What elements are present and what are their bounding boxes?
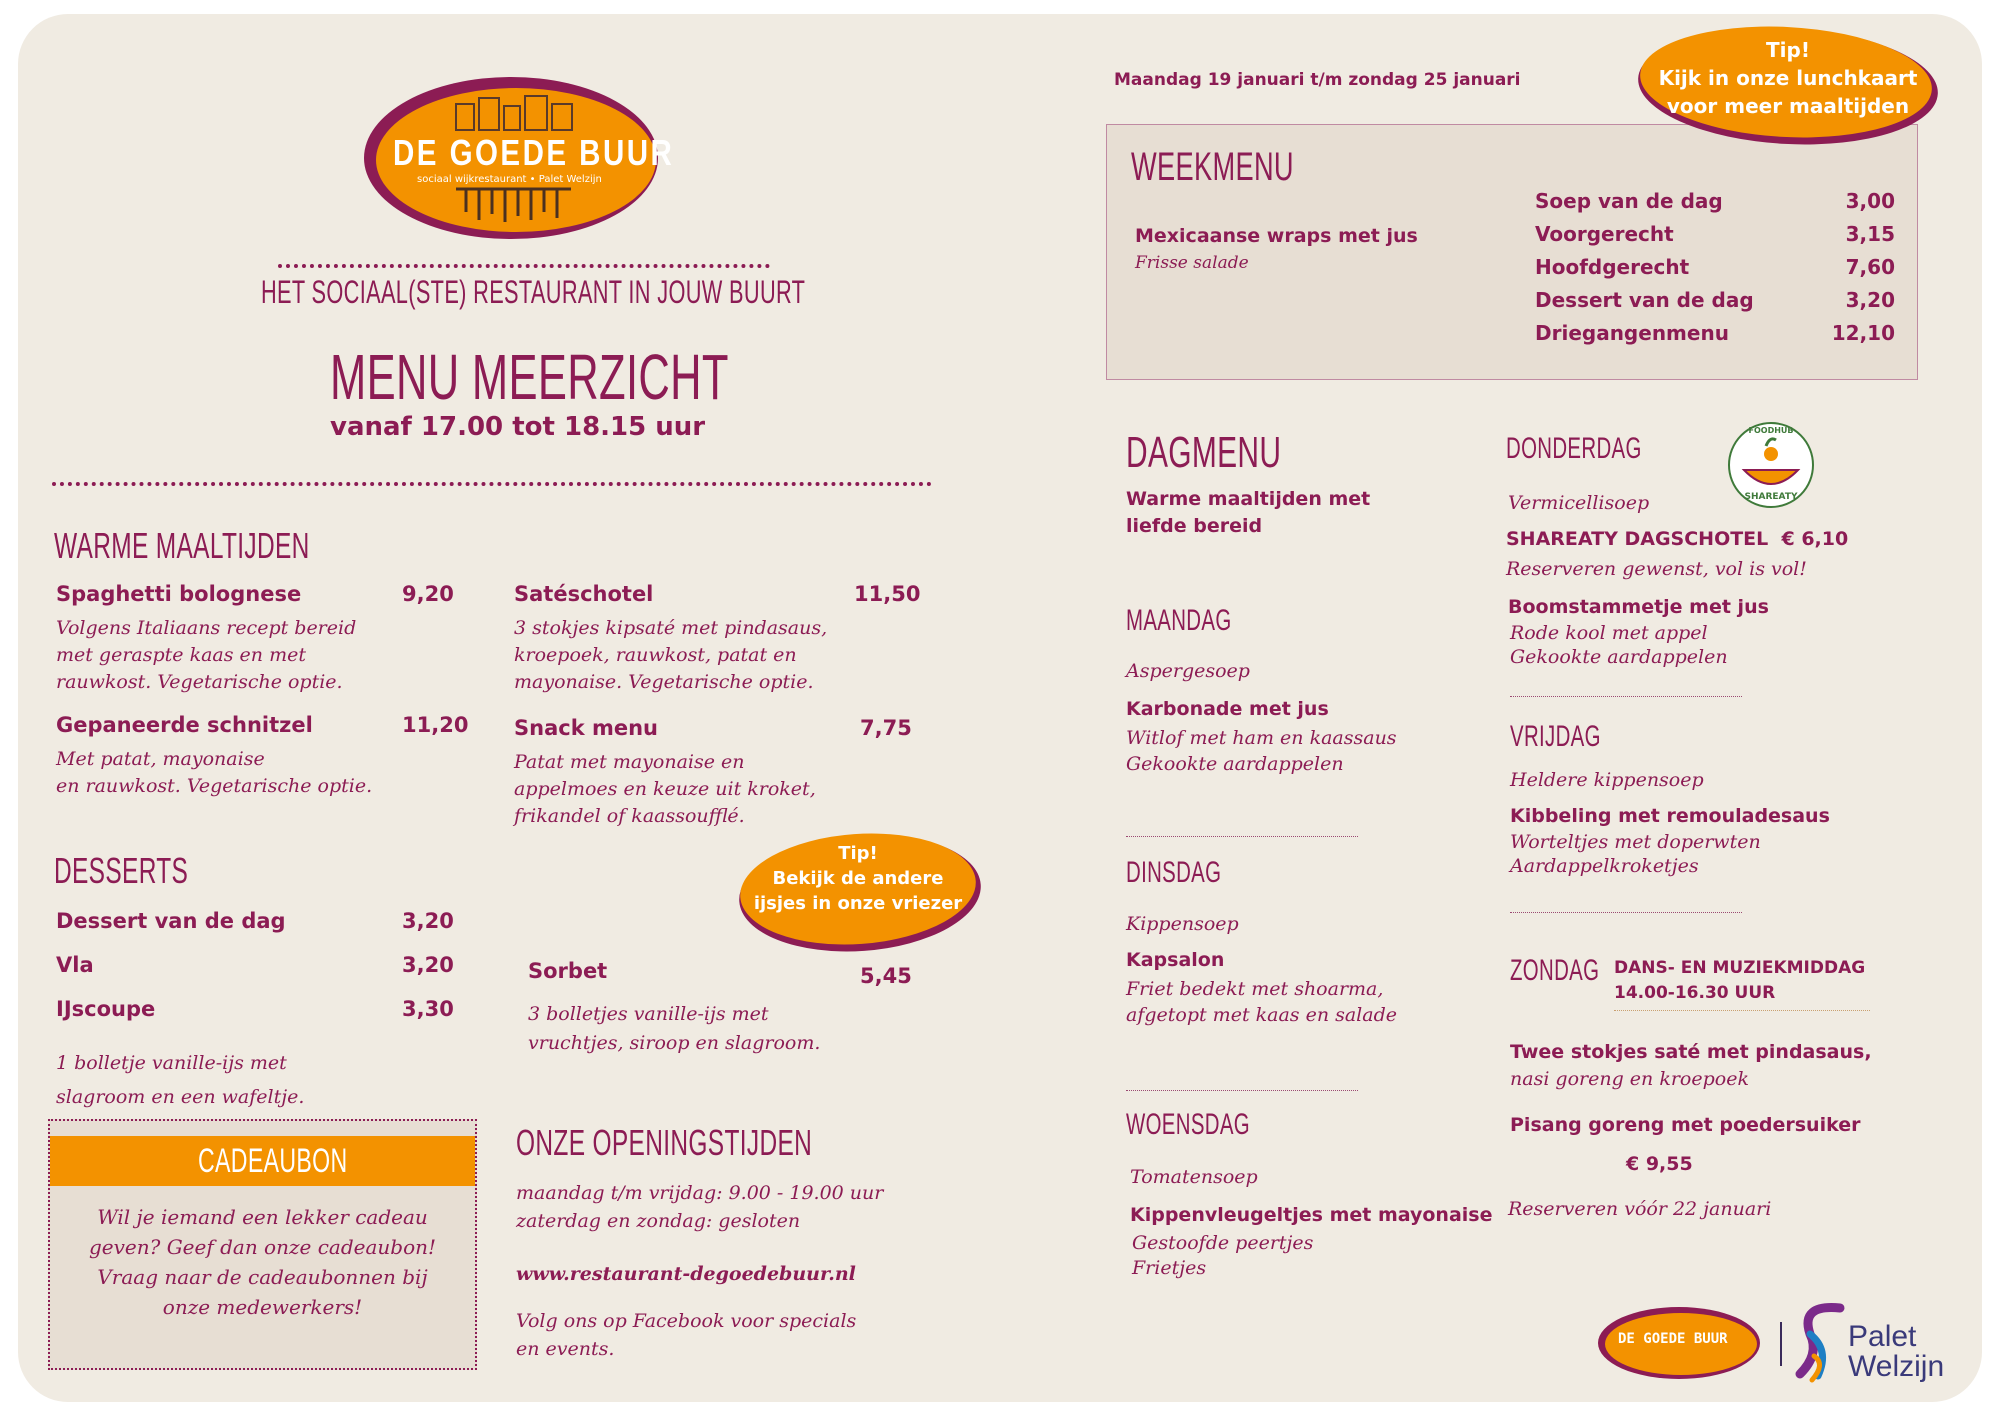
day-main: Pisang goreng met poedersuiker xyxy=(1510,1114,1861,1136)
day-heading: MAANDAG xyxy=(1126,604,1232,637)
day-heading: WOENSDAG xyxy=(1126,1108,1251,1141)
day-soup: Kippensoep xyxy=(1126,913,1239,935)
day-heading: DINSDAG xyxy=(1126,856,1222,889)
day-main: Kapsalon xyxy=(1126,949,1225,971)
palet-logo xyxy=(1790,1294,1970,1390)
palet-text: Palet Welzijn xyxy=(1848,1320,1945,1383)
tip-bubble xyxy=(736,827,986,955)
dagmenu-heading: DAGMENU xyxy=(1126,428,1282,477)
reserve-note: Reserveren vóór 22 januari xyxy=(1508,1198,1772,1220)
divider xyxy=(1126,836,1358,837)
zondag-price: € 9,55 xyxy=(1626,1153,1693,1175)
shareaty-bottom: SHAREATY xyxy=(1744,492,1798,502)
tip-text: Tip! Kijk in onze lunchkaart voor meer maaltijden xyxy=(1658,38,1918,118)
facebook-text: Volg ons op Facebook voor specials en events. xyxy=(516,1310,857,1360)
dish-title: Snack menu xyxy=(514,716,658,740)
menu-hours: vanaf 17.00 tot 18.15 uur xyxy=(330,412,706,442)
dessert-desc: 1 bolletje vanille-ijs met slagroom en een wafeltje. xyxy=(56,1052,305,1108)
dessert-price: 3,20 xyxy=(402,909,454,933)
day-main: Boomstammetje met jus xyxy=(1508,596,1769,618)
cadeaubon-text: Wil je iemand een lekker cadeau geven? Geef dan onze cadeaubon! Vraag naar de cadeaubonnen bij onze medewerkers! xyxy=(88,1205,437,1319)
dish-price: 9,20 xyxy=(402,582,454,606)
tip-bubble-lunch xyxy=(1635,22,1945,147)
divider xyxy=(1510,696,1742,697)
weekmenu-box xyxy=(1106,124,1918,380)
day-main: Karbonade met jus xyxy=(1126,698,1329,720)
divider-top xyxy=(278,264,770,268)
logo xyxy=(361,72,675,244)
logo-subtext: sociaal wijkrestaurant • Palet Welzijn xyxy=(417,174,602,185)
shareaty-special: SHAREATY DAGSCHOTEL € 6,10 xyxy=(1506,528,1849,550)
footer-logo xyxy=(1596,1305,1764,1381)
day-sides: Friet bedekt met shoarma, afgetopt met kaas en salade xyxy=(1126,978,1397,1026)
day-main: Kippenvleugeltjes met mayonaise xyxy=(1130,1204,1493,1226)
shareaty-top: FOODHUB xyxy=(1748,426,1794,435)
dessert-title: IJscoupe xyxy=(56,997,156,1021)
dish-price: 11,50 xyxy=(854,582,921,606)
opening-hours: maandag t/m vrijdag: 9.00 - 19.00 uur zaterdag en zondag: gesloten xyxy=(516,1182,884,1232)
desserts-heading: DESSERTS xyxy=(54,850,189,891)
week-price-row: Driegangenmenu 12,10 xyxy=(1535,321,1895,345)
day-sides: Worteltjes met doperwten Aardappelkroketjes xyxy=(1510,831,1761,877)
day-sides: Witlof met ham en kaassaus Gekookte aardappelen xyxy=(1126,727,1397,775)
dish-desc: Patat met mayonaise en appelmoes en keuze uit kroket, frikandel of kaassoufflé. xyxy=(514,751,816,827)
week-dish-sub: Frisse salade xyxy=(1135,253,1249,273)
menu-sheet xyxy=(18,14,1982,1402)
divider xyxy=(1510,912,1742,913)
shareaty-logo xyxy=(1726,420,1816,510)
dish-price: 7,75 xyxy=(860,716,912,740)
dessert-price: 5,45 xyxy=(860,964,912,988)
dessert-title: Vla xyxy=(56,953,94,977)
week-price-row: Hoofdgerecht 7,60 xyxy=(1535,255,1895,279)
weekmenu-heading: WEEKMENU xyxy=(1131,145,1294,189)
tagline: HET SOCIAAL(STE) RESTAURANT IN JOUW BUURT xyxy=(261,274,806,310)
website-link[interactable]: www.restaurant-degoedebuur.nl xyxy=(516,1263,856,1285)
dish-price: 11,20 xyxy=(402,713,469,737)
reserve-note: Reserveren gewenst, vol is vol! xyxy=(1506,558,1807,580)
day-soup: Vermicellisoep xyxy=(1508,492,1650,514)
day-sides: Rode kool met appel Gekookte aardappelen xyxy=(1510,622,1728,668)
logo-text: DE GOEDE BUUR xyxy=(393,132,675,173)
week-price-row: Soep van de dag 3,00 xyxy=(1535,189,1895,213)
week-date: Maandag 19 januari t/m zondag 25 januari xyxy=(1114,70,1521,90)
day-heading: DONDERDAG xyxy=(1506,432,1642,465)
dessert-title: Sorbet xyxy=(528,959,608,983)
dish-desc: Met patat, mayonaise en rauwkost. Vegetarische optie. xyxy=(56,748,373,797)
warm-heading: WARME MAALTIJDEN xyxy=(54,525,310,566)
cadeaubon-heading: CADEAUBON xyxy=(198,1142,348,1180)
tip-text: Tip! Bekijk de andere ijsjes in onze vriezer xyxy=(753,843,963,914)
opening-heading: ONZE OPENINGSTIJDEN xyxy=(516,1122,813,1163)
day-sides: nasi goreng en kroepoek xyxy=(1510,1068,1749,1090)
day-heading: ZONDAG xyxy=(1510,954,1600,987)
day-main: Kibbeling met remouladesaus xyxy=(1510,805,1830,827)
day-main: Twee stokjes saté met pindasaus, xyxy=(1510,1041,1872,1063)
day-sides: Gestoofde peertjes Frietjes xyxy=(1132,1232,1314,1279)
zondag-event: DANS- EN MUZIEKMIDDAG 14.00-16.30 UUR xyxy=(1614,956,1870,1011)
cadeaubon-header xyxy=(50,1136,475,1186)
day-soup: Tomatensoep xyxy=(1130,1166,1258,1188)
week-price-list xyxy=(1535,185,1895,350)
dish-desc: 3 stokjes kipsaté met pindasaus, kroepoek, rauwkost, patat en mayonaise. Vegetarische optie. xyxy=(514,617,828,693)
menu-title: MENU MEERZICHT xyxy=(330,341,729,413)
day-soup: Aspergesoep xyxy=(1126,660,1250,682)
dagmenu-sub: Warme maaltijden met liefde bereid xyxy=(1126,488,1371,537)
dessert-desc: 3 bolletjes vanille-ijs met vruchtjes, siroop en slagroom. xyxy=(528,1003,821,1054)
week-price-row: Dessert van de dag 3,20 xyxy=(1535,288,1895,312)
week-price-row: Voorgerecht 3,15 xyxy=(1535,222,1895,246)
dish-desc: Volgens Italiaans recept bereid met geraspte kaas en met rauwkost. Vegetarische optie. xyxy=(56,617,357,693)
footer-divider xyxy=(1780,1322,1782,1366)
cadeaubon-box xyxy=(48,1119,477,1370)
divider xyxy=(1126,1090,1358,1091)
day-soup: Heldere kippensoep xyxy=(1510,769,1704,791)
dessert-price: 3,20 xyxy=(402,953,454,977)
dish-title: Spaghetti bolognese xyxy=(56,582,302,606)
day-heading: VRIJDAG xyxy=(1510,720,1601,753)
dish-title: Gepaneerde schnitzel xyxy=(56,713,313,737)
divider-middle xyxy=(52,482,932,486)
dessert-price: 3,30 xyxy=(402,997,454,1021)
dish-title: Satéschotel xyxy=(514,582,654,606)
week-dish: Mexicaanse wraps met jus xyxy=(1135,225,1418,247)
footer-logo-text: DE GOEDE BUUR xyxy=(1618,1331,1728,1347)
dessert-title: Dessert van de dag xyxy=(56,909,286,933)
